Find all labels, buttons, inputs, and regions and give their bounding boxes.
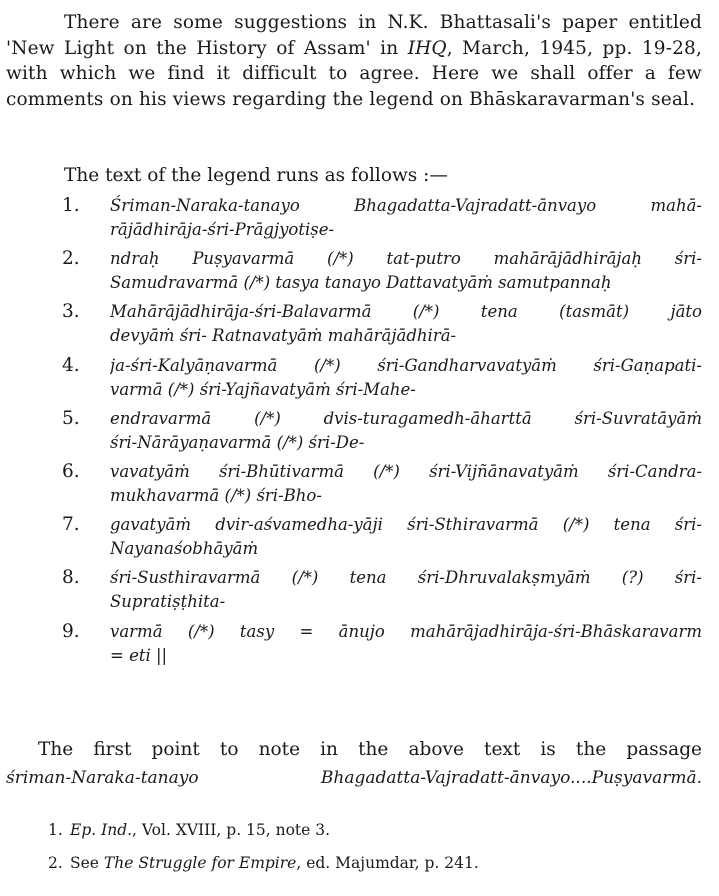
footnote-text: , Vol. XVIII, p. 15, note 3.	[132, 821, 331, 839]
legend-item	[62, 407, 702, 455]
intro-paragraph	[6, 10, 702, 112]
legend-line: varmā (/*) śri-Yajñavatyāṁ śri-Mahe-	[110, 379, 416, 399]
footnote-number: 2.	[48, 854, 63, 872]
legend-line: Śriman-Naraka-tanayo Bhagadatta-Vajradatt-ānvayo mahā-	[110, 196, 702, 215]
legend-line: vavatyāṁ śri-Bhūtivarmā (/*) śri-Vijñānavatyāṁ śri-Candra-	[110, 461, 702, 481]
legend-line: Supratiṣṭhita-	[110, 592, 226, 612]
journal-abbrev: IHQ	[407, 37, 447, 59]
footnote-number: 1.	[48, 821, 63, 839]
legend-item	[62, 194, 702, 242]
legend-item	[62, 566, 702, 614]
legend-line: śri-Nārāyaṇavarmā (/*) śri-De-	[110, 432, 365, 452]
legend-number: 3.	[62, 301, 80, 323]
legend-number: 2.	[62, 248, 80, 270]
legend-item	[62, 354, 702, 402]
footnote-title: Ep. Ind.	[70, 821, 133, 839]
footnote-2	[48, 847, 479, 880]
legend-line: rājādhirāja-śri-Prāgjyotiṣe-	[110, 220, 335, 239]
legend-item	[62, 247, 702, 295]
legend-number: 1.	[62, 195, 80, 216]
legend-number: 9.	[62, 620, 80, 642]
legend-number: 6.	[62, 460, 80, 482]
intro-text-part2: , March, 1945, pp. 19-28, with which we find it difficult to agree. Here we shall offer a few comments on his views regarding the legend on Bhāskaravarman's seal.	[6, 37, 702, 110]
legend-number: 5.	[62, 407, 80, 429]
legend-number: 4.	[62, 354, 80, 376]
legend-line: śri-Susthiravarmā (/*) tena śri-Dhruvalakṣmyāṁ (?) śri-	[110, 568, 702, 588]
footnote-1	[48, 814, 479, 847]
legend-item	[62, 300, 702, 348]
legend-line: mukhavarmā (/*) śri-Bho-	[110, 485, 322, 505]
legend-line: Mahārājādhirāja-śri-Balavarmā (/*) tena (tasmāt) jāto	[110, 302, 702, 322]
footnote-prefix: See	[70, 854, 104, 872]
legend-line: endravarmā (/*) dvis-turagamedh-āharttā śri-Suvratāyāṁ	[110, 408, 702, 428]
legend-line: ndraḥ Puṣyavarmā (/*) tat-putro mahārājādhirājaḥ śri-	[110, 249, 702, 269]
legend-line: devyāṁ śri- Ratnavatyāṁ mahārājādhirā-	[110, 326, 457, 346]
closing-passage: śriman-Naraka-tanayo Bhagadatta-Vajradatt-ānvayo....Puṣyavarmā.	[6, 768, 702, 788]
legend-line: Samudravarmā (/*) tasya tanayo Dattavatyāṁ samutpannaḥ	[110, 273, 612, 293]
legend-line: = eti ||	[110, 645, 168, 665]
footnote-text: , ed. Majumdar, p. 241.	[296, 854, 479, 872]
legend-number: 8.	[62, 567, 80, 589]
legend-line: Nayanaśobhāyāṁ	[110, 539, 259, 559]
legend-line: ja-śri-Kalyāṇavarmā (/*) śri-Gandharvavatyāṁ śri-Gaṇapati-	[110, 355, 702, 375]
legend-item	[62, 460, 702, 508]
closing-line: The first point to note in the above text is the passage	[38, 739, 702, 760]
legend-item	[62, 513, 702, 561]
intro-text-part1: There are some suggestions in N.K. Bhattasali's paper entitled 'New Light on the History of Assam' in	[6, 12, 702, 59]
legend-line: gavatyāṁ dvir-aśvamedha-yāji śri-Sthiravarmā (/*) tena śri-	[110, 515, 702, 535]
legend-intro: The text of the legend runs as follows :—	[64, 165, 448, 186]
legend-list	[62, 194, 702, 673]
legend-number: 7.	[62, 514, 80, 536]
closing-paragraph	[6, 735, 702, 793]
legend-line: varmā (/*) tasy = ānujo mahārājadhirāja-śri-Bhāskaravarm	[110, 621, 702, 641]
footnote-title: The Struggle for Empire	[103, 854, 297, 872]
legend-item	[62, 620, 702, 668]
footnotes	[48, 814, 479, 880]
